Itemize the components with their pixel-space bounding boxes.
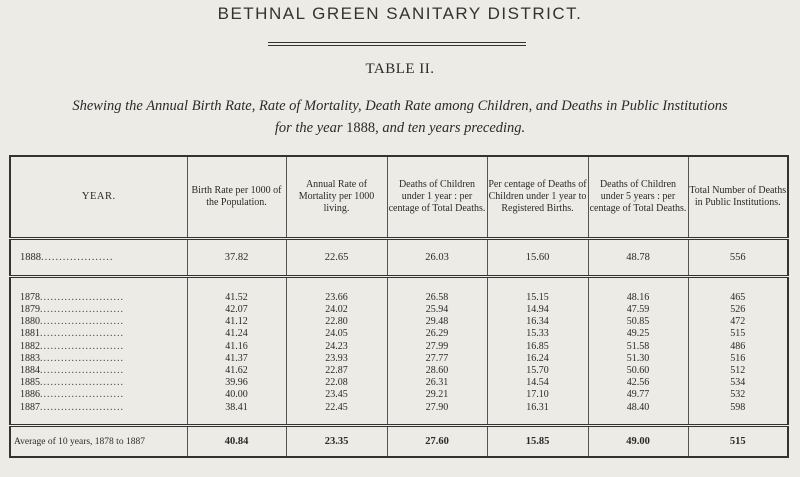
table-row bbox=[10, 401, 788, 413]
cell-mortality: 24.23 bbox=[286, 340, 387, 352]
cell-mortality: 23.45 bbox=[286, 389, 387, 401]
cell-per-births: 16.34 bbox=[487, 316, 588, 328]
title-rule-top bbox=[268, 42, 526, 43]
row-year-cell bbox=[10, 239, 187, 277]
cell-per-births: 15.33 bbox=[487, 328, 588, 340]
cell-birth-rate: 41.37 bbox=[187, 352, 286, 364]
cell-child-under-1: 26.29 bbox=[387, 328, 487, 340]
cell-child-under-1: 27.99 bbox=[387, 340, 487, 352]
cell-child-under-1: 26.03 bbox=[387, 239, 487, 277]
cell-institutions: 465 bbox=[688, 291, 788, 303]
cell-child-under-5: 50.60 bbox=[588, 365, 688, 377]
cell-per-births: 15.15 bbox=[487, 291, 588, 303]
row-year-cell bbox=[10, 389, 187, 401]
row-year: 1879 bbox=[20, 304, 40, 316]
table-row-current-year bbox=[10, 239, 788, 277]
row-year: 1881 bbox=[20, 328, 40, 340]
leader-dots: ........................ bbox=[40, 389, 124, 401]
cell-birth-rate: 39.96 bbox=[187, 377, 286, 389]
row-year: 1883 bbox=[20, 352, 40, 364]
cell-child-under-1: 29.48 bbox=[387, 316, 487, 328]
row-year: 1887 bbox=[20, 401, 40, 413]
leader-dots: ........................ bbox=[40, 352, 124, 364]
header-birth-rate: Birth Rate per 1000 of the Population. bbox=[187, 156, 286, 239]
row-year-cell bbox=[10, 377, 187, 389]
row-year: 1888 bbox=[20, 252, 41, 264]
table-row bbox=[10, 340, 788, 352]
table-row bbox=[10, 304, 788, 316]
leader-dots: ........................ bbox=[40, 291, 124, 303]
cell-per-births: 16.31 bbox=[487, 401, 588, 413]
cell-birth-rate: 37.82 bbox=[187, 239, 286, 277]
avg-child-under-1: 27.60 bbox=[387, 426, 487, 457]
row-year-cell bbox=[10, 328, 187, 340]
header-child-deaths-under-5: Deaths of Children under 5 years : per centage of Total Deaths. bbox=[588, 156, 688, 239]
leader-dots: .................... bbox=[41, 252, 114, 264]
table-subtitle bbox=[0, 95, 800, 139]
cell-child-under-5: 47.59 bbox=[588, 304, 688, 316]
header-year: YEAR. bbox=[10, 156, 187, 239]
cell-birth-rate: 41.62 bbox=[187, 365, 286, 377]
cell-mortality: 22.08 bbox=[286, 377, 387, 389]
cell-child-under-5: 48.16 bbox=[588, 291, 688, 303]
header-child-deaths-under-1: Deaths of Children under 1 year : per centage of Total Deaths. bbox=[387, 156, 487, 239]
table-row bbox=[10, 291, 788, 303]
average-label: Average of 10 years, 1878 to 1887 bbox=[14, 436, 145, 447]
cell-birth-rate: 41.12 bbox=[187, 316, 286, 328]
cell-institutions: 516 bbox=[688, 352, 788, 364]
header-mortality: Annual Rate of Mortality per 1000 living. bbox=[286, 156, 387, 239]
cell-institutions: 526 bbox=[688, 304, 788, 316]
cell-child-under-5: 51.58 bbox=[588, 340, 688, 352]
cell-institutions: 486 bbox=[688, 340, 788, 352]
leader-dots: ........................ bbox=[40, 328, 124, 340]
cell-mortality: 24.05 bbox=[286, 328, 387, 340]
cell-birth-rate: 41.52 bbox=[187, 291, 286, 303]
avg-mortality: 23.35 bbox=[286, 426, 387, 457]
cell-child-under-1: 27.90 bbox=[387, 401, 487, 413]
header-percent-registered-births: Per centage of Deaths of Children under 1 year to Registered Births. bbox=[487, 156, 588, 239]
leader-dots: ........................ bbox=[40, 365, 124, 377]
table-row bbox=[10, 316, 788, 328]
row-year-cell bbox=[10, 401, 187, 413]
cell-per-births: 17.10 bbox=[487, 389, 588, 401]
cell-child-under-1: 28.60 bbox=[387, 365, 487, 377]
avg-institutions: 515 bbox=[688, 426, 788, 457]
table-row bbox=[10, 389, 788, 401]
table-row bbox=[10, 365, 788, 377]
row-year-cell bbox=[10, 304, 187, 316]
cell-institutions: 534 bbox=[688, 377, 788, 389]
cell-per-births: 15.70 bbox=[487, 365, 588, 377]
cell-mortality: 22.80 bbox=[286, 316, 387, 328]
mortality-table bbox=[9, 155, 789, 458]
leader-dots: ........................ bbox=[40, 377, 124, 389]
district-title: BETHNAL GREEN SANITARY DISTRICT. bbox=[217, 4, 583, 23]
cell-child-under-1: 27.77 bbox=[387, 352, 487, 364]
cell-per-births: 15.60 bbox=[487, 239, 588, 277]
avg-per-births: 15.85 bbox=[487, 426, 588, 457]
cell-child-under-5: 48.40 bbox=[588, 401, 688, 413]
spacer-row bbox=[10, 413, 788, 426]
cell-birth-rate: 42.07 bbox=[187, 304, 286, 316]
header-row bbox=[10, 156, 788, 239]
header-institution-deaths: Total Number of Deaths in Public Institutions. bbox=[688, 156, 788, 239]
leader-dots: ........................ bbox=[40, 401, 124, 413]
cell-mortality: 22.65 bbox=[286, 239, 387, 277]
cell-mortality: 22.45 bbox=[286, 401, 387, 413]
row-year: 1882 bbox=[20, 340, 40, 352]
cell-child-under-5: 51.30 bbox=[588, 352, 688, 364]
table-row bbox=[10, 352, 788, 364]
cell-institutions: 532 bbox=[688, 389, 788, 401]
row-year-cell bbox=[10, 352, 187, 364]
row-year-cell bbox=[10, 340, 187, 352]
cell-mortality: 23.66 bbox=[286, 291, 387, 303]
leader-dots: ........................ bbox=[40, 340, 124, 352]
row-year-cell bbox=[10, 365, 187, 377]
cell-mortality: 23.93 bbox=[286, 352, 387, 364]
cell-institutions: 472 bbox=[688, 316, 788, 328]
table-row bbox=[10, 377, 788, 389]
cell-birth-rate: 41.16 bbox=[187, 340, 286, 352]
leader-dots: ........................ bbox=[40, 304, 124, 316]
cell-child-under-5: 48.78 bbox=[588, 239, 688, 277]
table-row-average bbox=[10, 426, 788, 457]
cell-child-under-1: 29.21 bbox=[387, 389, 487, 401]
cell-child-under-5: 49.25 bbox=[588, 328, 688, 340]
cell-per-births: 16.24 bbox=[487, 352, 588, 364]
cell-child-under-1: 26.58 bbox=[387, 291, 487, 303]
cell-per-births: 16.85 bbox=[487, 340, 588, 352]
table-row bbox=[10, 328, 788, 340]
cell-mortality: 22.87 bbox=[286, 365, 387, 377]
cell-institutions: 556 bbox=[688, 239, 788, 277]
subtitle-line-1: Shewing the Annual Birth Rate, Rate of Mortality, Death Rate among Children, and Deaths in Public Institutions bbox=[72, 98, 728, 114]
cell-child-under-1: 25.94 bbox=[387, 304, 487, 316]
row-year: 1885 bbox=[20, 377, 40, 389]
leader-dots: ........................ bbox=[40, 316, 124, 328]
cell-institutions: 515 bbox=[688, 328, 788, 340]
row-year: 1886 bbox=[20, 389, 40, 401]
title-rule-bottom bbox=[268, 45, 526, 46]
cell-child-under-1: 26.31 bbox=[387, 377, 487, 389]
cell-institutions: 512 bbox=[688, 365, 788, 377]
table-title: TABLE II. bbox=[365, 61, 435, 77]
row-year: 1884 bbox=[20, 365, 40, 377]
cell-birth-rate: 38.41 bbox=[187, 401, 286, 413]
spacer-row bbox=[10, 277, 788, 292]
subtitle-line-2-pre: for the year bbox=[274, 120, 343, 136]
cell-per-births: 14.94 bbox=[487, 304, 588, 316]
cell-child-under-5: 49.77 bbox=[588, 389, 688, 401]
subtitle-line-2-post: and ten years preceding. bbox=[382, 120, 526, 136]
row-year: 1880 bbox=[20, 316, 40, 328]
cell-institutions: 598 bbox=[688, 401, 788, 413]
cell-child-under-5: 42.56 bbox=[588, 377, 688, 389]
row-year-cell bbox=[10, 316, 187, 328]
subtitle-line-2 bbox=[0, 117, 800, 139]
cell-birth-rate: 41.24 bbox=[187, 328, 286, 340]
row-year-cell bbox=[10, 291, 187, 303]
cell-mortality: 24.02 bbox=[286, 304, 387, 316]
cell-child-under-5: 50.85 bbox=[588, 316, 688, 328]
cell-per-births: 14.54 bbox=[487, 377, 588, 389]
cell-birth-rate: 40.00 bbox=[187, 389, 286, 401]
avg-child-under-5: 49.00 bbox=[588, 426, 688, 457]
subtitle-year: 1888, bbox=[346, 120, 379, 136]
avg-birth-rate: 40.84 bbox=[187, 426, 286, 457]
row-year: 1878 bbox=[20, 291, 40, 303]
